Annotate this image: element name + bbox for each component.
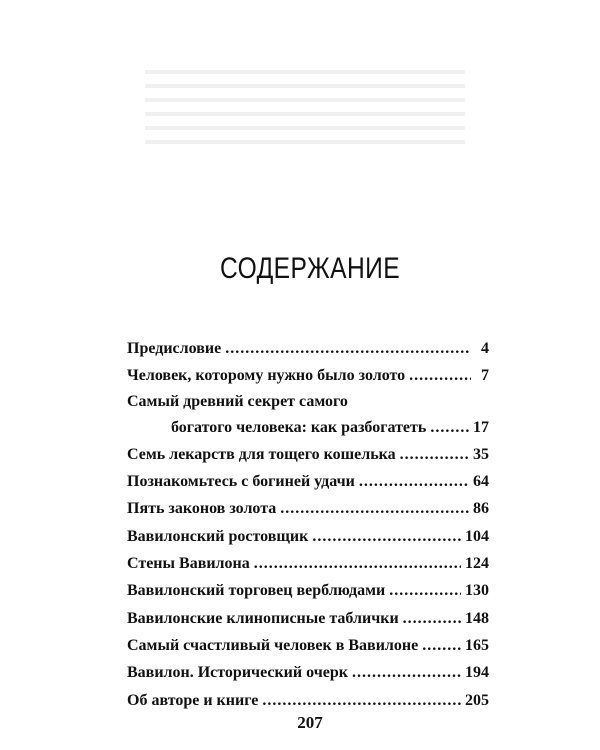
table-of-contents <box>127 335 489 714</box>
dot-leader <box>403 605 461 632</box>
toc-entry-title: Самый древний секрет самого <box>127 392 348 410</box>
toc-entry-page: 17 <box>473 418 489 436</box>
dot-leader <box>225 335 471 362</box>
toc-entry-page: 104 <box>465 527 489 545</box>
toc-entry-page: 165 <box>465 636 489 654</box>
dot-leader <box>254 550 461 577</box>
toc-entry-page: 64 <box>473 473 489 491</box>
dot-leader <box>400 441 469 468</box>
toc-entry-title: Вавилонский ростовщик <box>127 527 309 545</box>
dot-leader <box>409 362 471 389</box>
page-title: СОДЕРЖАНИЕ <box>219 252 401 286</box>
dot-leader <box>352 659 461 686</box>
dot-leader <box>389 577 461 604</box>
toc-entry[interactable] <box>127 335 489 362</box>
dot-leader <box>262 687 461 714</box>
toc-entry-page: 205 <box>465 691 489 709</box>
toc-entry-page: 4 <box>481 340 489 357</box>
toc-entry-page: 130 <box>465 582 489 600</box>
toc-entry[interactable] <box>127 687 489 714</box>
dot-leader <box>312 523 461 550</box>
toc-entry[interactable] <box>127 550 489 577</box>
toc-entry-page: 148 <box>465 609 489 627</box>
toc-entry[interactable] <box>127 441 489 468</box>
toc-entry-title: Семь лекарств для тощего кошелька <box>127 445 396 463</box>
dot-leader <box>422 632 461 659</box>
toc-entry-title: Пять законов золота <box>127 500 277 518</box>
toc-entry-title: Вавилонские клинописные таблички <box>127 609 399 627</box>
toc-entry-title: Самый счастливый человек в Вавилоне <box>127 636 419 654</box>
toc-entry[interactable] <box>127 605 489 632</box>
show-through-text <box>145 70 465 150</box>
toc-entry[interactable] <box>127 577 489 604</box>
dot-leader <box>280 495 469 522</box>
toc-entry-title: Познакомьтесь с богиней удачи <box>127 473 355 491</box>
toc-entry-title: Человек, которому нужно было золото <box>127 367 406 385</box>
toc-entry[interactable] <box>127 523 489 550</box>
toc-entry-page: 35 <box>473 445 489 463</box>
toc-entry-title: Вавилонский торговец верблюдами <box>127 582 386 600</box>
toc-entry[interactable] <box>127 495 489 522</box>
toc-entry-page: 86 <box>473 500 489 518</box>
toc-entry-page: 194 <box>465 664 489 682</box>
toc-entry-continuation[interactable] <box>127 414 489 441</box>
toc-entry-title: Стены Вавилона <box>127 555 250 573</box>
toc-entry-title: Вавилон. Исторический очерк <box>127 664 348 682</box>
toc-entry[interactable] <box>127 362 489 389</box>
toc-entry[interactable] <box>127 468 489 495</box>
toc-entry[interactable] <box>127 659 489 686</box>
toc-entry[interactable] <box>127 390 489 414</box>
page-number: 207 <box>297 713 323 732</box>
dot-leader <box>430 414 469 441</box>
toc-entry-title: Об авторе и книге <box>127 691 259 709</box>
toc-entry-title: Предисловие <box>127 340 222 357</box>
toc-entry-title-continuation: богатого человека: как разбогатеть <box>171 418 427 436</box>
toc-entry-page: 7 <box>481 367 489 385</box>
dot-leader <box>359 468 469 495</box>
toc-entry-page: 124 <box>465 555 489 573</box>
toc-entry[interactable] <box>127 632 489 659</box>
